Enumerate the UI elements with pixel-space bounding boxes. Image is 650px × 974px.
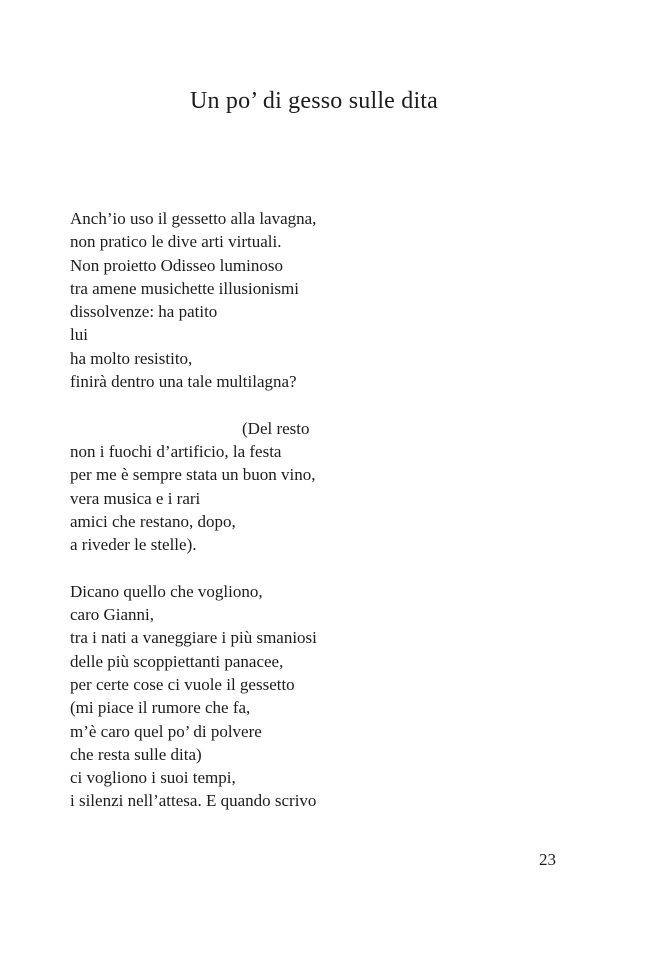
poem-line: vera musica e i rari (70, 488, 201, 508)
poem-title: Un po’ di gesso sulle dita (189, 88, 439, 114)
poem-line: m’è caro quel po’ di polvere (70, 721, 262, 741)
poem-line: caro Gianni, (70, 605, 155, 625)
poem-line: lui (70, 325, 88, 345)
poem-line: Dicano quello che vogliono, (70, 581, 263, 601)
stanza-1 (70, 207, 590, 393)
poem-line: per me è sempre stata un buon vino, (70, 465, 316, 485)
poem-line: ci vogliono i suoi tempi, (70, 768, 236, 788)
poem-line: (Del resto (242, 418, 310, 438)
poem-line: che resta sulle dita) (70, 744, 202, 764)
poem-line: per certe cose ci vuole il gessetto (70, 674, 295, 694)
poem-line: finirà dentro una tale multilagna? (70, 372, 297, 392)
poem-line: ha molto resistito, (70, 348, 193, 368)
page-number: 23 (539, 850, 556, 869)
poem-line: non pratico le dive arti virtuali. (70, 232, 282, 252)
poem-line: a riveder le stelle). (70, 535, 197, 555)
poem-line: tra i nati a vaneggiare i più smaniosi (70, 628, 317, 648)
poem-line: tra amene musichette illusionismi (70, 278, 299, 298)
stanza-2 (70, 417, 590, 557)
poem-body (70, 207, 590, 836)
poem-line: (mi piace il rumore che fa, (70, 698, 251, 718)
poem-line: non i fuochi d’artificio, la festa (70, 441, 282, 461)
poem-line: amici che restano, dopo, (70, 511, 236, 531)
poem-line: Non proietto Odisseo luminoso (70, 255, 283, 275)
poem-line: Anch’io uso il gessetto alla lavagna, (70, 209, 317, 228)
poem-line: delle più scoppiettanti panacee, (70, 651, 284, 671)
poem-line: dissolvenze: ha patito (70, 302, 218, 322)
poem-line: i silenzi nell’attesa. E quando scrivo (70, 791, 317, 811)
stanza-3 (70, 580, 590, 813)
